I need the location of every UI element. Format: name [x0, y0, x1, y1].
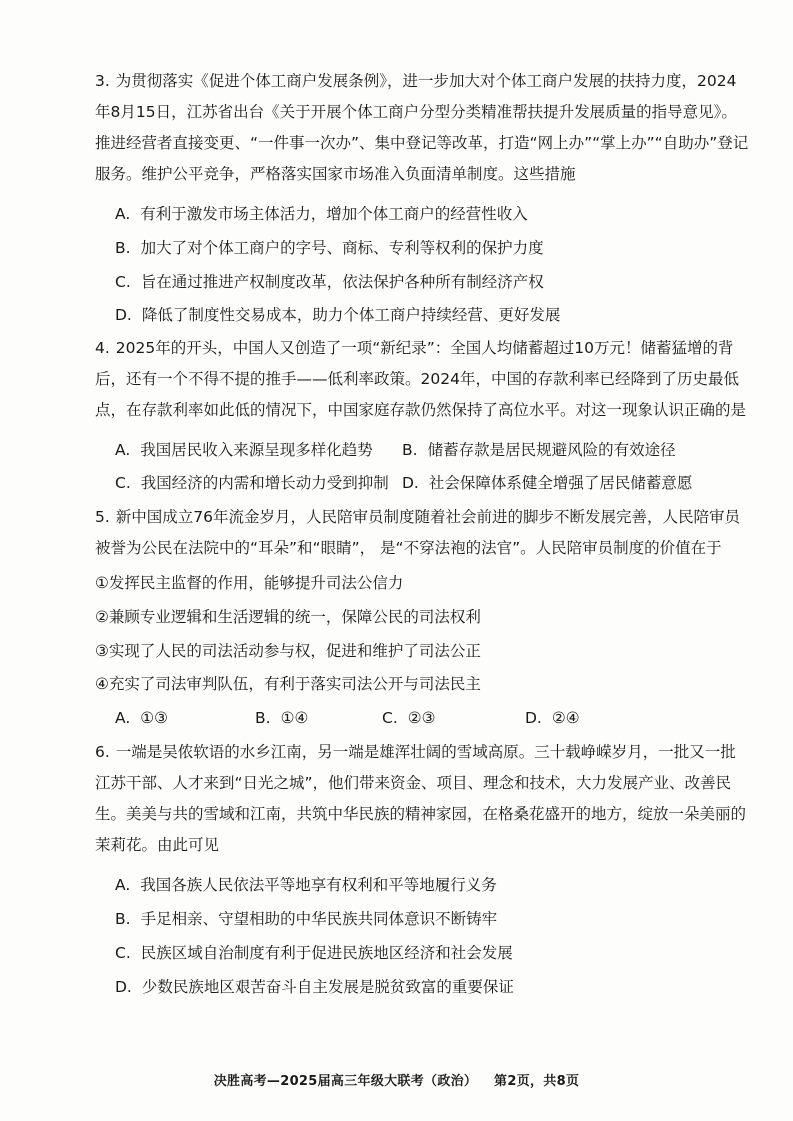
question-number: 5. — [95, 508, 110, 526]
option-c: C. 我国经济的内需和增长动力受到抑制 — [115, 474, 389, 492]
option-a: A. ①③ — [115, 709, 169, 727]
question-stem — [95, 502, 750, 564]
exam-title: 决胜高考—2025届高三年级大联考（政治） — [213, 1074, 478, 1089]
option-d: D. 降低了制度性交易成本，助力个体工商户持续经营、更好发展 — [115, 306, 561, 324]
option-c: C. ②③ — [382, 709, 436, 727]
question-number: 4. — [95, 339, 110, 357]
option-c: C. 民族区域自治制度有利于促进民族地区经济和社会发展 — [115, 944, 513, 962]
option-a: A. 有利于激发市场主体活力，增加个体工商户的经营性收入 — [115, 205, 528, 223]
question-6 — [95, 737, 750, 861]
statement-2: ②兼顾专业逻辑和生活逻辑的统一，保障公民的司法权利 — [95, 608, 481, 626]
option-a: A. 我国居民收入来源呈现多样化趋势 — [115, 441, 373, 459]
statement-4: ④充实了司法审判队伍，有利于落实司法公开与司法民主 — [95, 675, 481, 693]
option-b: B. 手足相亲、守望相助的中华民族共同体意识不断铸牢 — [115, 910, 498, 928]
statement-1: ①发挥民主监督的作用，能够提升司法公信力 — [95, 574, 404, 592]
option-b: B. 加大了对个体工商户的字号、商标、专利等权利的保护力度 — [115, 239, 544, 257]
question-5 — [95, 502, 750, 564]
question-stem — [95, 66, 750, 190]
option-d: D. 社会保障体系健全增强了居民储蓄意愿 — [402, 474, 693, 492]
question-stem — [95, 333, 750, 426]
page-number: 第2页，共8页 — [494, 1074, 580, 1089]
question-4 — [95, 333, 750, 426]
question-text: 为贯彻落实《促进个体工商户发展条例》，进一步加大对个体工商户发展的扶持力度，2024年8月15日，江苏省出台《关于开展个体工商户分型分类精准帮扶提升发展质量的指导意见》。推进经营者直接变更、“一件事一次办”、集中登记等改革，打造“网上办”“掌上办”“自助办”登记服务。维护公平竞争，严格落实国家市场准入负面清单制度。这些措施 — [95, 72, 749, 183]
option-d: D. ②④ — [525, 709, 580, 727]
option-d: D. 少数民族地区艰苦奋斗自主发展是脱贫致富的重要保证 — [115, 978, 514, 996]
question-number: 3. — [95, 72, 110, 90]
option-b: B. 储蓄存款是居民规避风险的有效途径 — [402, 441, 676, 459]
question-text: 2025年的开头，中国人又创造了一项“新纪录”：全国人均储蓄超过10万元！储蓄猛增的背后，还有一个不得不提的推手——低利率政策。2024年，中国的存款利率已经降到了历史最低点，在存款利率如此低的情况下，中国家庭存款仍然保持了高位水平。对这一现象认识正确的是 — [95, 339, 747, 419]
option-b: B. ①④ — [255, 709, 309, 727]
question-number: 6. — [95, 743, 110, 761]
question-text: 一端是吴侬软语的水乡江南，另一端是雄浑壮阔的雪域高原。三十载峥嵘岁月，一批又一批江苏干部、人才来到“日光之城”，他们带来资金、项目、理念和技术，大力发展产业、改善民生。美美与共的雪域和江南，共筑中华民族的精神家园，在格桑花盛开的地方，绽放一朵美丽的茉莉花。由此可见 — [95, 743, 747, 854]
question-text: 新中国成立76年流金岁月，人民陪审员制度随着社会前进的脚步不断发展完善，人民陪审员被誉为公民在法院中的“耳朵”和“眼睛”， 是“不穿法袍的法官”。人民陪审员制度的价值在于 — [95, 508, 741, 557]
question-3 — [95, 66, 750, 190]
option-c: C. 旨在通过推进产权制度改革，依法保护各种所有制经济产权 — [115, 273, 544, 291]
option-a: A. 我国各族人民依法平等地享有权利和平等地履行义务 — [115, 876, 497, 894]
page-footer — [0, 1070, 793, 1089]
question-stem — [95, 737, 750, 861]
statement-3: ③实现了人民的司法活动参与权，促进和维护了司法公正 — [95, 642, 481, 660]
